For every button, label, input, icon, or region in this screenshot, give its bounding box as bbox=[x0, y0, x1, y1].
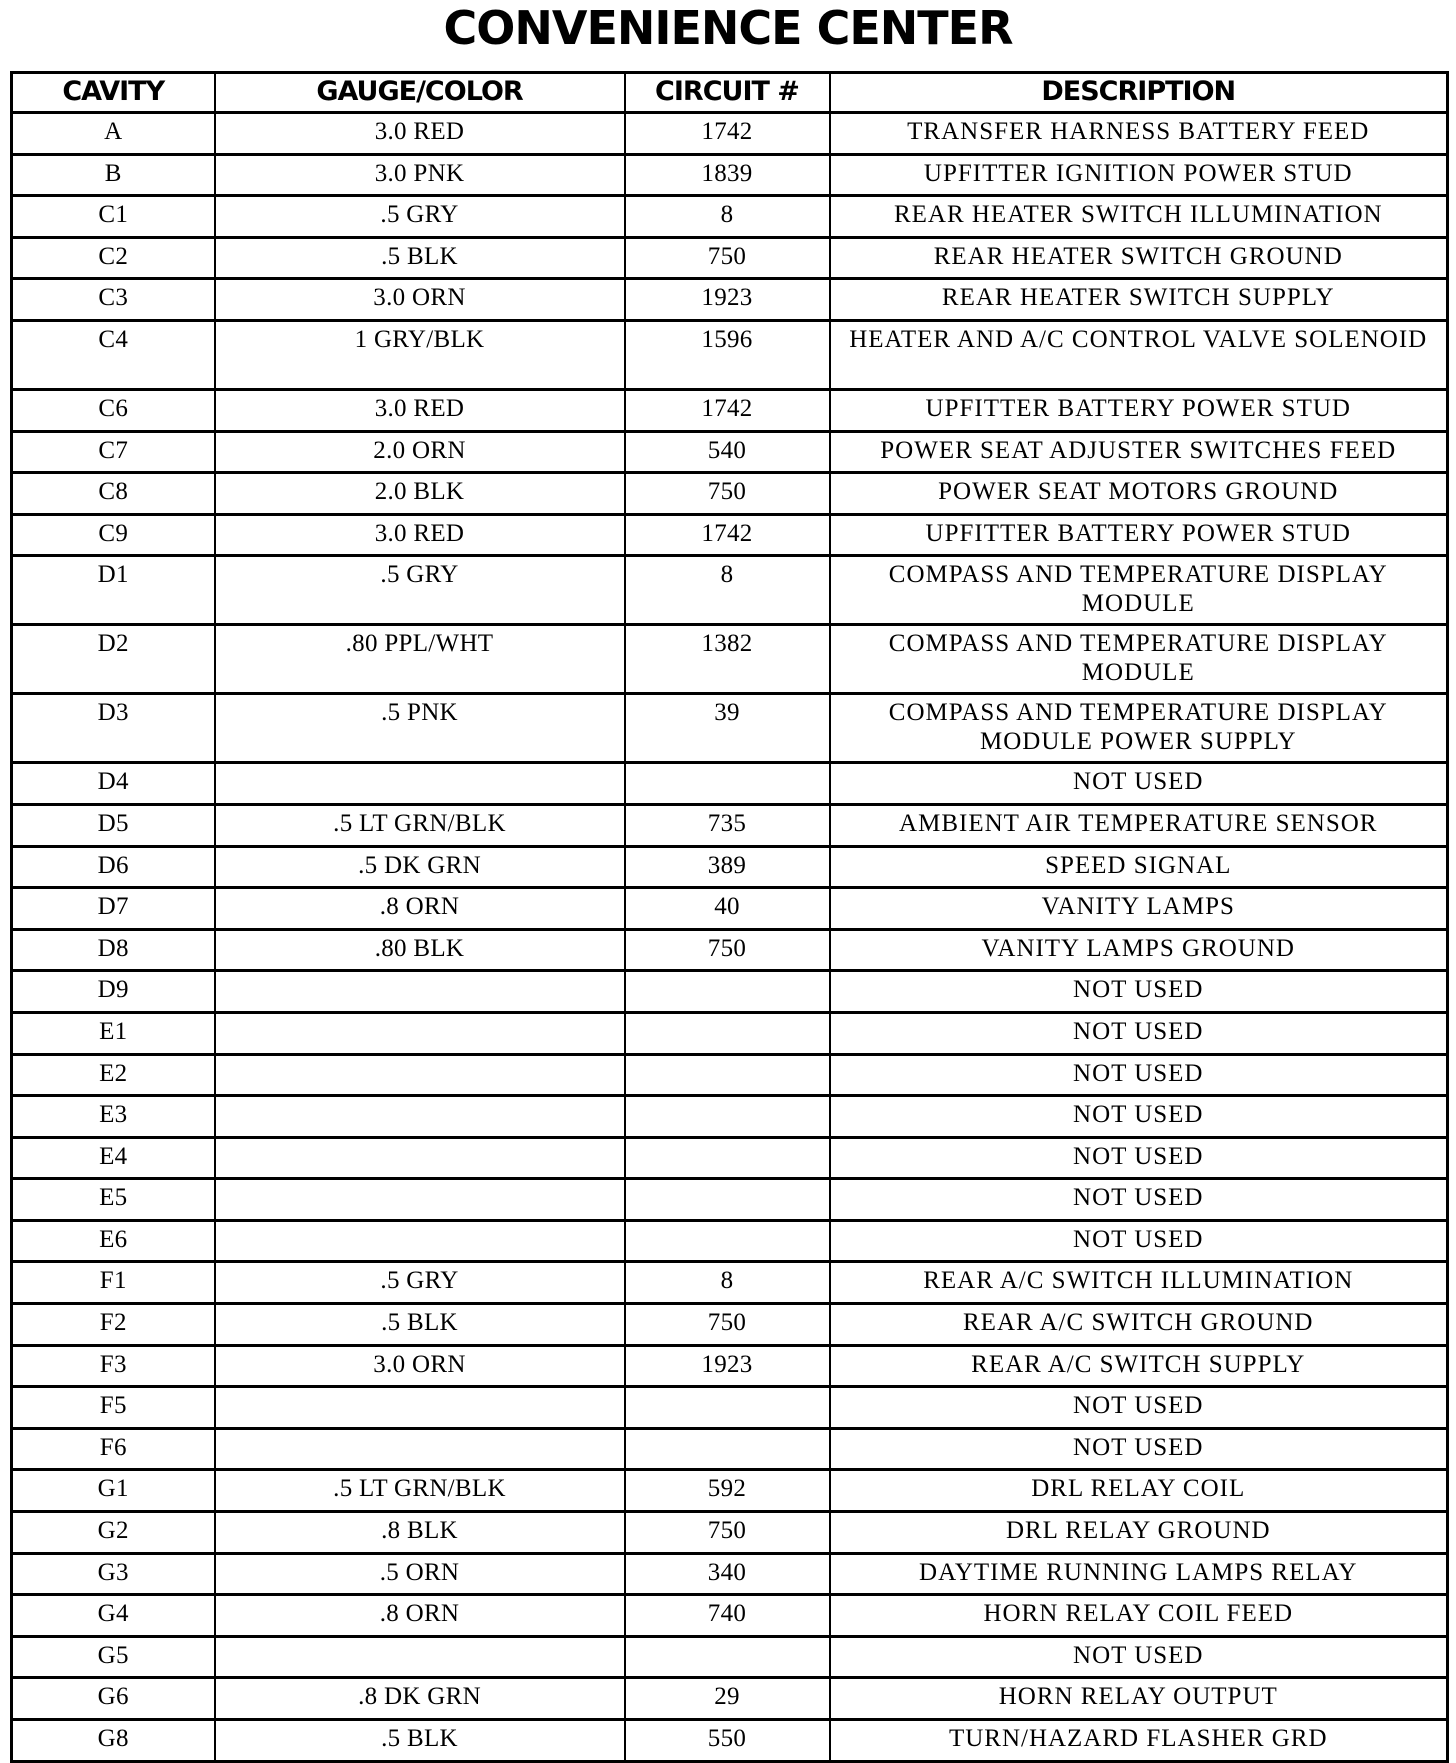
cavity-cell: F5 bbox=[12, 1387, 215, 1429]
description-cell: REAR A/C SWITCH SUPPLY bbox=[830, 1345, 1448, 1387]
table-row bbox=[12, 1553, 1448, 1595]
circuit-number-cell bbox=[625, 1428, 830, 1470]
circuit-number-cell: 750 bbox=[625, 1512, 830, 1554]
gauge-color-cell: 3.0 PNK bbox=[215, 154, 625, 196]
gauge-color-cell: .5 LT GRN/BLK bbox=[215, 804, 625, 846]
description-cell: TURN/HAZARD FLASHER GRD bbox=[830, 1720, 1448, 1762]
gauge-color-cell bbox=[215, 763, 625, 805]
table-row bbox=[12, 1595, 1448, 1637]
circuit-number-cell: 8 bbox=[625, 1262, 830, 1304]
circuit-number-cell: 592 bbox=[625, 1470, 830, 1512]
table-row bbox=[12, 237, 1448, 279]
circuit-number-cell: 40 bbox=[625, 888, 830, 930]
cavity-cell: E3 bbox=[12, 1096, 215, 1138]
gauge-color-cell bbox=[215, 1096, 625, 1138]
table-row bbox=[12, 113, 1448, 155]
circuit-number-cell: 735 bbox=[625, 804, 830, 846]
description-cell: SPEED SIGNAL bbox=[830, 846, 1448, 888]
description-cell: UPFITTER BATTERY POWER STUD bbox=[830, 514, 1448, 556]
gauge-color-cell: .5 LT GRN/BLK bbox=[215, 1470, 625, 1512]
gauge-color-cell bbox=[215, 1012, 625, 1054]
gauge-color-cell: .80 PPL/WHT bbox=[215, 625, 625, 694]
table-row bbox=[12, 1720, 1448, 1762]
cavity-cell: G1 bbox=[12, 1470, 215, 1512]
table-row bbox=[12, 431, 1448, 473]
cavity-cell: F6 bbox=[12, 1428, 215, 1470]
cavity-cell: D5 bbox=[12, 804, 215, 846]
circuit-number-cell: 1596 bbox=[625, 320, 830, 389]
description-cell: UPFITTER BATTERY POWER STUD bbox=[830, 389, 1448, 431]
cavity-cell: F1 bbox=[12, 1262, 215, 1304]
gauge-color-cell: 3.0 RED bbox=[215, 514, 625, 556]
table-row bbox=[12, 1262, 1448, 1304]
circuit-number-cell: 740 bbox=[625, 1595, 830, 1637]
circuit-number-cell: 550 bbox=[625, 1720, 830, 1762]
gauge-color-cell: 3.0 RED bbox=[215, 389, 625, 431]
circuit-number-cell: 1839 bbox=[625, 154, 830, 196]
cavity-cell: D2 bbox=[12, 625, 215, 694]
description-cell: NOT USED bbox=[830, 763, 1448, 805]
gauge-color-cell: .5 DK GRN bbox=[215, 846, 625, 888]
cavity-cell: C7 bbox=[12, 431, 215, 473]
circuit-number-cell bbox=[625, 1096, 830, 1138]
description-cell: COMPASS AND TEMPERATURE DISPLAY MODULE bbox=[830, 625, 1448, 694]
description-cell: NOT USED bbox=[830, 1428, 1448, 1470]
cavity-cell: F3 bbox=[12, 1345, 215, 1387]
cavity-cell: G5 bbox=[12, 1636, 215, 1678]
gauge-color-cell: .5 GRY bbox=[215, 556, 625, 625]
circuit-number-cell bbox=[625, 1636, 830, 1678]
circuit-number-cell bbox=[625, 1387, 830, 1429]
table-row bbox=[12, 929, 1448, 971]
gauge-color-cell: 3.0 ORN bbox=[215, 279, 625, 321]
description-cell: REAR HEATER SWITCH SUPPLY bbox=[830, 279, 1448, 321]
description-cell: POWER SEAT MOTORS GROUND bbox=[830, 473, 1448, 515]
circuit-number-cell: 1742 bbox=[625, 514, 830, 556]
column-header-gauge-color: GAUGE/COLOR bbox=[215, 73, 625, 113]
circuit-number-cell: 340 bbox=[625, 1553, 830, 1595]
table-row bbox=[12, 1012, 1448, 1054]
table-row bbox=[12, 320, 1448, 389]
cavity-cell: G8 bbox=[12, 1720, 215, 1762]
cavity-cell: E5 bbox=[12, 1179, 215, 1221]
description-cell: UPFITTER IGNITION POWER STUD bbox=[830, 154, 1448, 196]
circuit-number-cell: 750 bbox=[625, 237, 830, 279]
circuit-number-cell: 1923 bbox=[625, 279, 830, 321]
cavity-cell: D4 bbox=[12, 763, 215, 805]
description-cell: NOT USED bbox=[830, 1179, 1448, 1221]
cavity-cell: D7 bbox=[12, 888, 215, 930]
table-row bbox=[12, 473, 1448, 515]
gauge-color-cell bbox=[215, 1054, 625, 1096]
cavity-cell: C2 bbox=[12, 237, 215, 279]
gauge-color-cell bbox=[215, 971, 625, 1013]
gauge-color-cell: .5 BLK bbox=[215, 1720, 625, 1762]
circuit-number-cell: 1382 bbox=[625, 625, 830, 694]
circuit-number-cell bbox=[625, 763, 830, 805]
circuit-number-cell bbox=[625, 1220, 830, 1262]
cavity-cell: C3 bbox=[12, 279, 215, 321]
cavity-cell: F2 bbox=[12, 1304, 215, 1346]
circuit-number-cell: 39 bbox=[625, 694, 830, 763]
gauge-color-cell bbox=[215, 1220, 625, 1262]
gauge-color-cell: .5 ORN bbox=[215, 1553, 625, 1595]
cavity-cell: C4 bbox=[12, 320, 215, 389]
circuit-number-cell bbox=[625, 1179, 830, 1221]
description-cell: AMBIENT AIR TEMPERATURE SENSOR bbox=[830, 804, 1448, 846]
gauge-color-cell bbox=[215, 1428, 625, 1470]
gauge-color-cell: 2.0 BLK bbox=[215, 473, 625, 515]
table-row bbox=[12, 694, 1448, 763]
circuit-number-cell: 389 bbox=[625, 846, 830, 888]
description-cell: NOT USED bbox=[830, 1096, 1448, 1138]
table-row bbox=[12, 1387, 1448, 1429]
gauge-color-cell: 1 GRY/BLK bbox=[215, 320, 625, 389]
table-body bbox=[12, 113, 1448, 1762]
circuit-number-cell: 750 bbox=[625, 473, 830, 515]
table-row bbox=[12, 196, 1448, 238]
table-row bbox=[12, 804, 1448, 846]
gauge-color-cell: .5 BLK bbox=[215, 1304, 625, 1346]
description-cell: REAR A/C SWITCH GROUND bbox=[830, 1304, 1448, 1346]
circuit-number-cell: 540 bbox=[625, 431, 830, 473]
gauge-color-cell: .8 DK GRN bbox=[215, 1678, 625, 1720]
gauge-color-cell: .5 PNK bbox=[215, 694, 625, 763]
cavity-cell: D8 bbox=[12, 929, 215, 971]
circuit-number-cell: 8 bbox=[625, 196, 830, 238]
cavity-cell: G6 bbox=[12, 1678, 215, 1720]
description-cell: POWER SEAT ADJUSTER SWITCHES FEED bbox=[830, 431, 1448, 473]
description-cell: COMPASS AND TEMPERATURE DISPLAY MODULE bbox=[830, 556, 1448, 625]
cavity-cell: G4 bbox=[12, 1595, 215, 1637]
circuit-number-cell: 1742 bbox=[625, 389, 830, 431]
description-cell: COMPASS AND TEMPERATURE DISPLAY MODULE POWER SUPPLY bbox=[830, 694, 1448, 763]
table-row bbox=[12, 888, 1448, 930]
description-cell: REAR A/C SWITCH ILLUMINATION bbox=[830, 1262, 1448, 1304]
gauge-color-cell: .5 BLK bbox=[215, 237, 625, 279]
description-cell: HORN RELAY COIL FEED bbox=[830, 1595, 1448, 1637]
cavity-cell: E2 bbox=[12, 1054, 215, 1096]
cavity-cell: B bbox=[12, 154, 215, 196]
gauge-color-cell: 3.0 ORN bbox=[215, 1345, 625, 1387]
table-row bbox=[12, 279, 1448, 321]
cavity-cell: D3 bbox=[12, 694, 215, 763]
gauge-color-cell: .8 BLK bbox=[215, 1512, 625, 1554]
cavity-cell: C8 bbox=[12, 473, 215, 515]
gauge-color-cell: 2.0 ORN bbox=[215, 431, 625, 473]
table-header bbox=[12, 73, 1448, 113]
cavity-cell: G2 bbox=[12, 1512, 215, 1554]
connector-pinout-table bbox=[10, 71, 1449, 1763]
gauge-color-cell: .5 GRY bbox=[215, 1262, 625, 1304]
table-row bbox=[12, 1054, 1448, 1096]
table-row bbox=[12, 1304, 1448, 1346]
table-row bbox=[12, 1512, 1448, 1554]
cavity-cell: D6 bbox=[12, 846, 215, 888]
table-row bbox=[12, 1137, 1448, 1179]
cavity-cell: C6 bbox=[12, 389, 215, 431]
table-row bbox=[12, 846, 1448, 888]
column-header-cavity: CAVITY bbox=[12, 73, 215, 113]
table-row bbox=[12, 1636, 1448, 1678]
cavity-cell: E6 bbox=[12, 1220, 215, 1262]
gauge-color-cell bbox=[215, 1179, 625, 1221]
gauge-color-cell: .8 ORN bbox=[215, 1595, 625, 1637]
cavity-cell: E4 bbox=[12, 1137, 215, 1179]
cavity-cell: D1 bbox=[12, 556, 215, 625]
description-cell: NOT USED bbox=[830, 1387, 1448, 1429]
description-cell: VANITY LAMPS GROUND bbox=[830, 929, 1448, 971]
description-cell: NOT USED bbox=[830, 1220, 1448, 1262]
description-cell: NOT USED bbox=[830, 971, 1448, 1013]
circuit-number-cell: 1923 bbox=[625, 1345, 830, 1387]
table-row bbox=[12, 389, 1448, 431]
circuit-number-cell bbox=[625, 971, 830, 1013]
circuit-number-cell: 750 bbox=[625, 1304, 830, 1346]
description-cell: HEATER AND A/C CONTROL VALVE SOLENOID bbox=[830, 320, 1448, 389]
gauge-color-cell: .5 GRY bbox=[215, 196, 625, 238]
table-row bbox=[12, 1179, 1448, 1221]
circuit-number-cell: 29 bbox=[625, 1678, 830, 1720]
table-row bbox=[12, 154, 1448, 196]
circuit-number-cell bbox=[625, 1054, 830, 1096]
circuit-number-cell: 1742 bbox=[625, 113, 830, 155]
cavity-cell: A bbox=[12, 113, 215, 155]
gauge-color-cell bbox=[215, 1387, 625, 1429]
table-row bbox=[12, 1678, 1448, 1720]
gauge-color-cell: 3.0 RED bbox=[215, 113, 625, 155]
column-header-circuit: CIRCUIT # bbox=[625, 73, 830, 113]
table-row bbox=[12, 1345, 1448, 1387]
description-cell: VANITY LAMPS bbox=[830, 888, 1448, 930]
table-row bbox=[12, 556, 1448, 625]
table-row bbox=[12, 763, 1448, 805]
page-title: CONVENIENCE CENTER bbox=[443, 1, 1013, 55]
cavity-cell: E1 bbox=[12, 1012, 215, 1054]
gauge-color-cell: .8 ORN bbox=[215, 888, 625, 930]
description-cell: NOT USED bbox=[830, 1054, 1448, 1096]
cavity-cell: G3 bbox=[12, 1553, 215, 1595]
table-row bbox=[12, 1428, 1448, 1470]
header-row bbox=[12, 73, 1448, 113]
description-cell: DRL RELAY GROUND bbox=[830, 1512, 1448, 1554]
description-cell: DAYTIME RUNNING LAMPS RELAY bbox=[830, 1553, 1448, 1595]
table-row bbox=[12, 1096, 1448, 1138]
cavity-cell: D9 bbox=[12, 971, 215, 1013]
description-cell: REAR HEATER SWITCH GROUND bbox=[830, 237, 1448, 279]
gauge-color-cell bbox=[215, 1636, 625, 1678]
table-row bbox=[12, 625, 1448, 694]
description-cell: NOT USED bbox=[830, 1636, 1448, 1678]
description-cell: NOT USED bbox=[830, 1012, 1448, 1054]
description-cell: REAR HEATER SWITCH ILLUMINATION bbox=[830, 196, 1448, 238]
gauge-color-cell bbox=[215, 1137, 625, 1179]
table-row bbox=[12, 1220, 1448, 1262]
table-row bbox=[12, 971, 1448, 1013]
circuit-number-cell: 8 bbox=[625, 556, 830, 625]
column-header-description: DESCRIPTION bbox=[830, 73, 1448, 113]
circuit-number-cell: 750 bbox=[625, 929, 830, 971]
table-row bbox=[12, 514, 1448, 556]
circuit-number-cell bbox=[625, 1012, 830, 1054]
cavity-cell: C1 bbox=[12, 196, 215, 238]
description-cell: HORN RELAY OUTPUT bbox=[830, 1678, 1448, 1720]
gauge-color-cell: .80 BLK bbox=[215, 929, 625, 971]
description-cell: NOT USED bbox=[830, 1137, 1448, 1179]
cavity-cell: C9 bbox=[12, 514, 215, 556]
description-cell: TRANSFER HARNESS BATTERY FEED bbox=[830, 113, 1448, 155]
circuit-number-cell bbox=[625, 1137, 830, 1179]
table-row bbox=[12, 1470, 1448, 1512]
description-cell: DRL RELAY COIL bbox=[830, 1470, 1448, 1512]
